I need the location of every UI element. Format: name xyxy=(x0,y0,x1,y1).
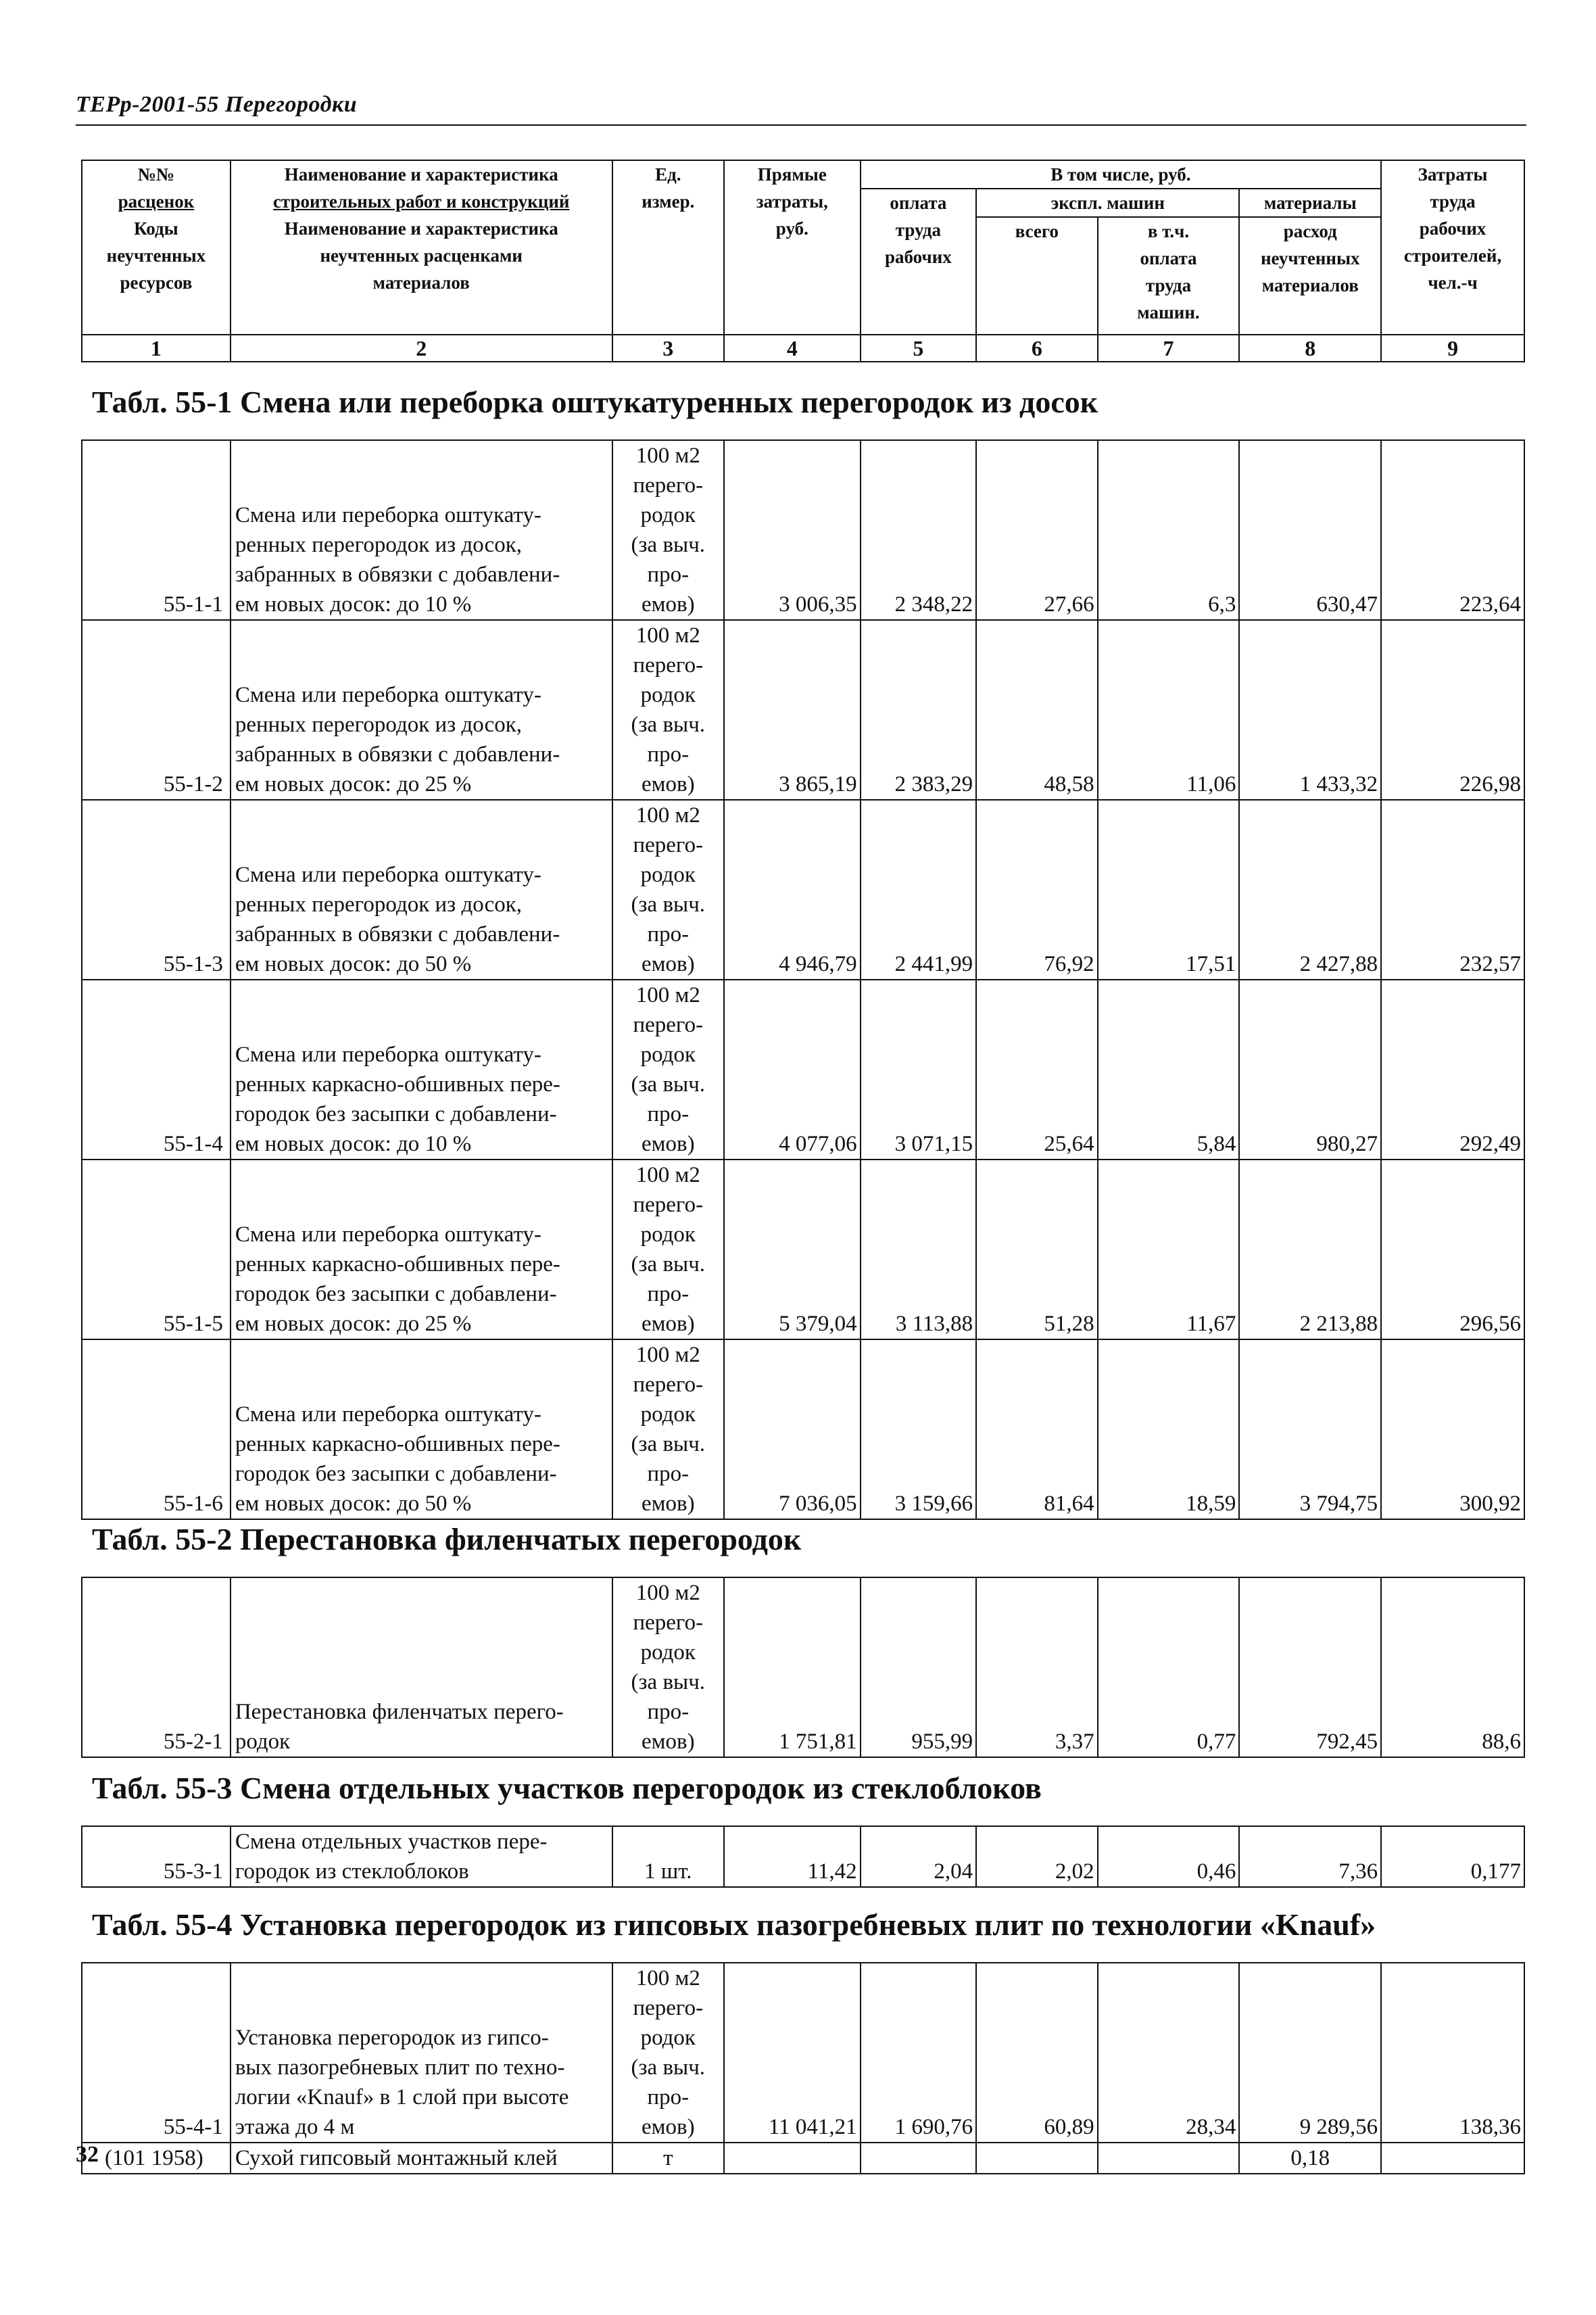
column-number: 7 xyxy=(1098,335,1240,362)
unit: 100 м2 перего- родок (за выч. про- емов) xyxy=(612,800,724,980)
work-name: Смена или переборка оштукату- ренных каркасно-обшивных пере- городок без засыпки с добавлени- ем новых досок: до 50 % xyxy=(231,1339,612,1519)
labor-hours: 292,49 xyxy=(1381,980,1524,1160)
machines-total: 2,02 xyxy=(976,1826,1098,1887)
table-55-4 xyxy=(81,1962,1525,2174)
machines-total: 48,58 xyxy=(976,620,1098,800)
work-name: Смена отдельных участков пере- городок из стеклоблоков xyxy=(231,1826,612,1887)
column-number: 9 xyxy=(1381,335,1524,362)
direct-costs: 1 751,81 xyxy=(724,1577,861,1757)
header-machines-labor: в т.ч. оплата труда машин. xyxy=(1098,217,1240,362)
direct-costs: 11 041,21 xyxy=(724,1963,861,2143)
column-header-table xyxy=(81,160,1525,362)
material-name: Сухой гипсовый монтажный клей xyxy=(231,2143,612,2174)
direct-costs: 4 946,79 xyxy=(724,800,861,980)
rate-code: 55-1-5 xyxy=(82,1160,231,1339)
header-code-cell xyxy=(82,160,231,362)
table-row xyxy=(82,1826,1524,1887)
table-55-1 xyxy=(81,439,1525,1520)
materials: 2 213,88 xyxy=(1239,1160,1381,1339)
labor-pay: 2,04 xyxy=(861,1826,976,1887)
header-group-label: В том числе, руб. xyxy=(861,160,1381,189)
labor-hours: 138,36 xyxy=(1381,1963,1524,2143)
materials: 1 433,32 xyxy=(1239,620,1381,800)
header-col2-bottom: Наименование и характеристика неучтенных расценками материалов xyxy=(284,218,558,293)
direct-costs: 5 379,04 xyxy=(724,1160,861,1339)
machines-total: 51,28 xyxy=(976,1160,1098,1339)
machines-labor: 18,59 xyxy=(1098,1339,1240,1519)
rate-code: 55-1-1 xyxy=(82,440,231,620)
labor-pay: 1 690,76 xyxy=(861,1963,976,2143)
machines-total: 25,64 xyxy=(976,980,1098,1160)
machines-labor: 0,46 xyxy=(1098,1826,1240,1887)
section-title-55-4: Табл. 55-4 Установка перегородок из гипсовых пазогребневых плит по технологии «Knauf» xyxy=(92,1907,1376,1942)
materials: 2 427,88 xyxy=(1239,800,1381,980)
material-consumption: 0,18 xyxy=(1239,2143,1381,2174)
work-name: Смена или переборка оштукату- ренных перегородок из досок, забранных в обвязки с добавлени- ем новых досок: до 50 % xyxy=(231,800,612,980)
machines-labor: 11,06 xyxy=(1098,620,1240,800)
materials: 792,45 xyxy=(1239,1577,1381,1757)
work-name: Смена или переборка оштукату- ренных каркасно-обшивных пере- городок без засыпки с добавлени- ем новых досок: до 10 % xyxy=(231,980,612,1160)
resource-code: (101 1958) xyxy=(82,2143,231,2174)
rate-code: 55-1-2 xyxy=(82,620,231,800)
table-55-3 xyxy=(81,1825,1525,1888)
unit: 100 м2 перего- родок (за выч. про- емов) xyxy=(612,1339,724,1519)
unit: 100 м2 перего- родок (за выч. про- емов) xyxy=(612,1963,724,2143)
column-number: 8 xyxy=(1239,335,1381,362)
table-row xyxy=(82,1963,1524,2143)
header-name-cell xyxy=(231,160,612,362)
table-row xyxy=(82,980,1524,1160)
direct-costs: 3 865,19 xyxy=(724,620,861,800)
header-direct-costs: Прямые затраты, руб. xyxy=(724,160,861,362)
header-machines-total: всего xyxy=(976,217,1098,362)
work-name: Перестановка филенчатых перего- родок xyxy=(231,1577,612,1757)
unit: т xyxy=(612,2143,724,2174)
unit: 100 м2 перего- родок (за выч. про- емов) xyxy=(612,1160,724,1339)
table-row xyxy=(82,2143,1524,2174)
labor-pay: 955,99 xyxy=(861,1577,976,1757)
header-labor-pay: оплата труда рабочих xyxy=(861,189,976,362)
header-machines-label: экспл. машин xyxy=(976,189,1239,217)
rate-code: 55-4-1 xyxy=(82,1963,231,2143)
materials: 980,27 xyxy=(1239,980,1381,1160)
machines-total: 81,64 xyxy=(976,1339,1098,1519)
labor-hours: 296,56 xyxy=(1381,1160,1524,1339)
header-col2-top: Наименование и характеристика xyxy=(284,164,558,185)
header-unit: Ед. измер. xyxy=(612,160,724,362)
column-number: 5 xyxy=(861,335,976,362)
table-row xyxy=(82,1339,1524,1519)
labor-hours: 300,92 xyxy=(1381,1339,1524,1519)
page-number: 32 xyxy=(76,2142,99,2167)
empty-cell xyxy=(861,2143,976,2174)
labor-hours: 226,98 xyxy=(1381,620,1524,800)
table-55-2 xyxy=(81,1577,1525,1758)
machines-total: 60,89 xyxy=(976,1963,1098,2143)
labor-pay: 3 071,15 xyxy=(861,980,976,1160)
column-number: 4 xyxy=(724,335,861,362)
empty-cell xyxy=(976,2143,1098,2174)
materials: 9 289,56 xyxy=(1239,1963,1381,2143)
labor-pay: 2 348,22 xyxy=(861,440,976,620)
column-number: 3 xyxy=(612,335,724,362)
machines-total: 76,92 xyxy=(976,800,1098,980)
rate-code: 55-3-1 xyxy=(82,1826,231,1887)
unit: 100 м2 перего- родок (за выч. про- емов) xyxy=(612,1577,724,1757)
unit: 100 м2 перего- родок (за выч. про- емов) xyxy=(612,620,724,800)
header-col2-mid: строительных работ и конструкций xyxy=(272,191,570,212)
direct-costs: 11,42 xyxy=(724,1826,861,1887)
column-numbers-row xyxy=(81,334,1525,362)
table-row xyxy=(82,800,1524,980)
labor-pay: 2 441,99 xyxy=(861,800,976,980)
section-title-55-2: Табл. 55-2 Перестановка филенчатых перегородок xyxy=(92,1522,802,1556)
header-labor-hours: Затраты труда рабочих строителей, чел.-ч xyxy=(1381,160,1524,362)
direct-costs: 4 077,06 xyxy=(724,980,861,1160)
work-name: Установка перегородок из гипсо- вых пазогребневых плит по техно- логии «Knauf» в 1 слой при высоте этажа до 4 м xyxy=(231,1963,612,2143)
materials: 3 794,75 xyxy=(1239,1339,1381,1519)
empty-cell xyxy=(1098,2143,1240,2174)
empty-cell xyxy=(1381,2143,1524,2174)
page-header: ТЕРр-2001-55 Перегородки xyxy=(76,92,358,117)
labor-pay: 2 383,29 xyxy=(861,620,976,800)
work-name: Смена или переборка оштукату- ренных перегородок из досок, забранных в обвязки с добавлени- ем новых досок: до 25 % xyxy=(231,620,612,800)
machines-labor: 0,77 xyxy=(1098,1577,1240,1757)
column-number: 2 xyxy=(231,335,612,362)
section-title-55-3: Табл. 55-3 Смена отдельных участков перегородок из стеклоблоков xyxy=(92,1771,1042,1805)
header-col1-bottom: Коды неучтенных ресурсов xyxy=(106,218,206,293)
labor-hours: 0,177 xyxy=(1381,1826,1524,1887)
materials: 7,36 xyxy=(1239,1826,1381,1887)
section-title-55-1: Табл. 55-1 Смена или переборка оштукатуренных перегородок из досок xyxy=(92,385,1098,419)
header-col1-mid: расценок xyxy=(118,191,195,212)
rate-code: 55-2-1 xyxy=(82,1577,231,1757)
unit: 1 шт. xyxy=(612,1826,724,1887)
machines-labor: 5,84 xyxy=(1098,980,1240,1160)
column-number: 6 xyxy=(976,335,1098,362)
materials: 630,47 xyxy=(1239,440,1381,620)
machines-total: 3,37 xyxy=(976,1577,1098,1757)
table-row xyxy=(82,620,1524,800)
header-col1-top: №№ xyxy=(137,164,175,185)
direct-costs: 3 006,35 xyxy=(724,440,861,620)
rate-code: 55-1-4 xyxy=(82,980,231,1160)
labor-hours: 88,6 xyxy=(1381,1577,1524,1757)
machines-labor: 6,3 xyxy=(1098,440,1240,620)
machines-labor: 17,51 xyxy=(1098,800,1240,980)
header-materials-label: материалы xyxy=(1239,189,1381,217)
direct-costs: 7 036,05 xyxy=(724,1339,861,1519)
labor-pay: 3 113,88 xyxy=(861,1160,976,1339)
machines-labor: 11,67 xyxy=(1098,1160,1240,1339)
machines-total: 27,66 xyxy=(976,440,1098,620)
labor-pay: 3 159,66 xyxy=(861,1339,976,1519)
table-row xyxy=(82,440,1524,620)
machines-labor: 28,34 xyxy=(1098,1963,1240,2143)
header-unaccounted-materials: расход неучтенных материалов xyxy=(1239,217,1381,362)
table-row xyxy=(82,1160,1524,1339)
unit: 100 м2 перего- родок (за выч. про- емов) xyxy=(612,440,724,620)
labor-hours: 223,64 xyxy=(1381,440,1524,620)
labor-hours: 232,57 xyxy=(1381,800,1524,980)
header-rule xyxy=(76,124,1526,126)
work-name: Смена или переборка оштукату- ренных перегородок из досок, забранных в обвязки с добавлени- ем новых досок: до 10 % xyxy=(231,440,612,620)
column-number: 1 xyxy=(82,335,231,362)
empty-cell xyxy=(724,2143,861,2174)
work-name: Смена или переборка оштукату- ренных каркасно-обшивных пере- городок без засыпки с добавлени- ем новых досок: до 25 % xyxy=(231,1160,612,1339)
rate-code: 55-1-6 xyxy=(82,1339,231,1519)
unit: 100 м2 перего- родок (за выч. про- емов) xyxy=(612,980,724,1160)
rate-code: 55-1-3 xyxy=(82,800,231,980)
table-row xyxy=(82,1577,1524,1757)
